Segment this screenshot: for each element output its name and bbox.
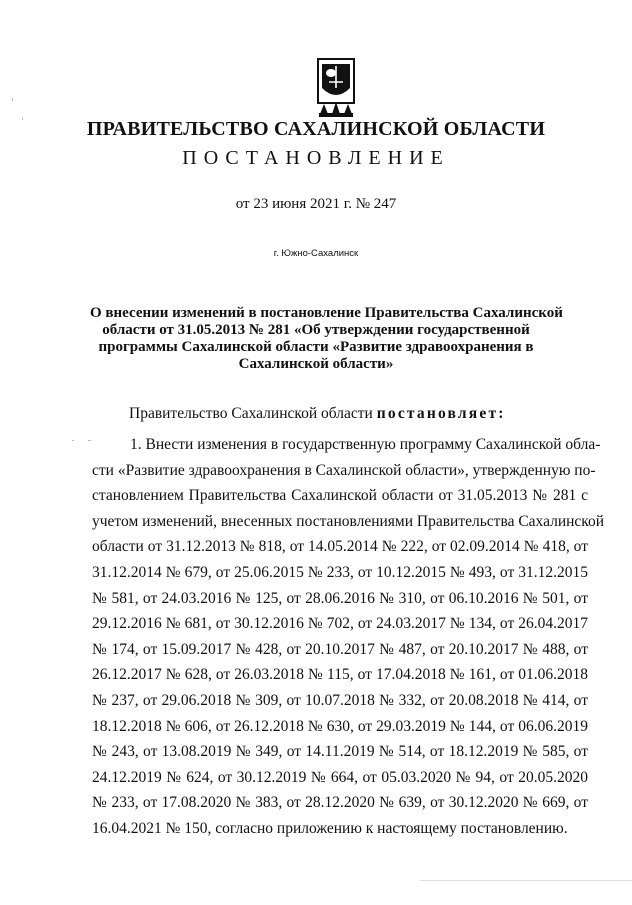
document-type-title: ПОСТАНОВЛЕНИЕ bbox=[182, 147, 450, 169]
body-line: 31.12.2014 № 679, от 25.06.2015 № 233, от 10.12.2015 № 493, от 31.12.2015 bbox=[92, 563, 588, 581]
subject-line: области от 31.05.2013 № 281 «Об утверждении государственной bbox=[102, 322, 530, 338]
body-line: учетом изменений, внесенных постановлениями Правительства Сахалинской bbox=[92, 512, 605, 530]
scan-artifact bbox=[88, 440, 91, 441]
scan-artifact bbox=[12, 98, 13, 101]
organization-title: ПРАВИТЕЛЬСТВО САХАЛИНСКОЙ ОБЛАСТИ bbox=[86, 118, 546, 140]
scan-artifact bbox=[72, 440, 74, 441]
body-line: 16.04.2021 № 150, согласно приложению к настоящему постановлению. bbox=[92, 819, 568, 837]
document-subject bbox=[90, 305, 563, 373]
coat-of-arms-icon bbox=[317, 58, 355, 118]
body-line: 29.12.2016 № 681, от 30.12.2016 № 702, от 24.03.2017 № 134, от 26.04.2017 bbox=[92, 615, 588, 633]
body-line: № 243, от 13.08.2019 № 349, от 14.11.2019 № 514, от 18.12.2019 № 585, от bbox=[92, 743, 588, 761]
body-line: сти «Развитие здравоохранения в Сахалинской области», утвержденную по- bbox=[92, 461, 596, 479]
body-line: 26.12.2017 № 628, от 26.03.2018 № 115, от 17.04.2018 № 161, от 01.06.2018 bbox=[92, 666, 588, 684]
body-line: № 237, от 29.06.2018 № 309, от 10.07.2018 № 332, от 20.08.2018 № 414, от bbox=[92, 691, 588, 709]
body-line: 1. Внести изменения в государственную программу Сахалинской обла- bbox=[130, 436, 601, 453]
paragraph-1 bbox=[92, 432, 605, 842]
body-line: № 233, от 17.08.2020 № 383, от 28.12.2020 № 639, от 30.12.2020 № 669, от bbox=[92, 794, 588, 812]
body-line: области от 31.12.2013 № 818, от 14.05.2014 № 222, от 02.09.2014 № 418, от bbox=[92, 538, 588, 556]
subject-line: Сахалинской области» bbox=[238, 356, 394, 372]
subject-line: О внесении изменений в постановление Правительства Сахалинской bbox=[90, 305, 563, 321]
preamble bbox=[129, 405, 506, 423]
date-number-line: от 23 июня 2021 г. № 247 bbox=[235, 196, 397, 212]
body-line: 18.12.2018 № 606, от 26.12.2018 № 630, от 29.03.2019 № 144, от 06.06.2019 bbox=[92, 717, 588, 735]
body-line: № 174, от 15.09.2017 № 428, от 20.10.2017 № 487, от 20.10.2017 № 488, от bbox=[92, 640, 588, 658]
body-line: № 581, от 24.03.2016 № 125, от 28.06.2016 № 310, от 06.10.2016 № 501, от bbox=[92, 589, 588, 607]
scan-artifact bbox=[22, 118, 23, 120]
scan-artifact bbox=[420, 880, 632, 881]
city-line: г. Южно-Сахалинск bbox=[273, 248, 359, 259]
body-line: 24.12.2019 № 624, от 30.12.2019 № 664, от 05.03.2020 № 94, от 20.05.2020 bbox=[92, 768, 588, 786]
body-line: становлением Правительства Сахалинской области от 31.05.2013 № 281 с bbox=[92, 487, 588, 505]
subject-line: программы Сахалинской области «Развитие здравоохранения в bbox=[98, 339, 534, 355]
preamble-emphasis: постановляет: bbox=[376, 405, 506, 422]
preamble-text: Правительство Сахалинской области bbox=[129, 405, 373, 422]
